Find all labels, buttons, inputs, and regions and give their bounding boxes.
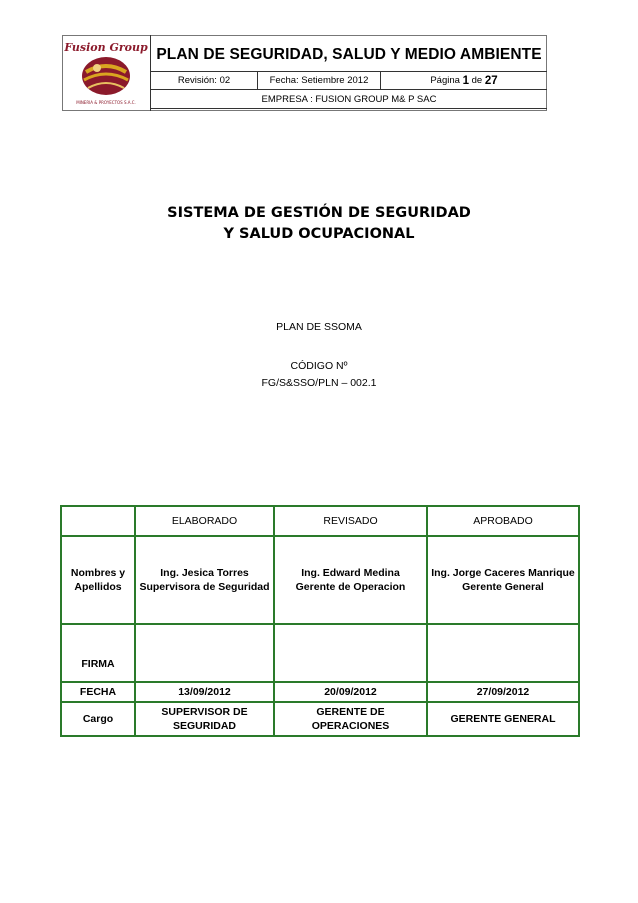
company-line: EMPRESA : FUSION GROUP M& P SAC xyxy=(151,90,547,109)
page-indicator xyxy=(381,72,547,89)
signature-label: FIRMA xyxy=(61,624,135,682)
system-title-line2: Y SALUD OCUPACIONAL xyxy=(223,226,415,242)
svg-text:MINERIA & PROYECTOS S.A.C.: MINERIA & PROYECTOS S.A.C. xyxy=(76,100,136,105)
position-label: Cargo xyxy=(61,702,135,736)
table-header-row xyxy=(61,506,579,536)
plan-name: PLAN DE SSOMA xyxy=(276,321,362,333)
system-title-line1: SISTEMA DE GESTIÓN DE SEGURIDAD xyxy=(167,205,471,221)
date-label: Fecha: Setiembre 2012 xyxy=(269,75,369,86)
svg-text:Fusion Group: Fusion Group xyxy=(64,41,148,54)
header-elaborado: ELABORADO xyxy=(135,506,274,536)
table-row-position xyxy=(61,702,579,736)
revisado-name: Ing. Edward Medina xyxy=(301,567,400,579)
document-code xyxy=(100,358,538,392)
elaborado-person xyxy=(135,536,274,624)
aprobado-role: Gerente General xyxy=(462,581,544,593)
system-title xyxy=(100,203,538,245)
page-number: 1 xyxy=(462,74,469,87)
signature-cell xyxy=(274,624,427,682)
table-row-names xyxy=(61,536,579,624)
revisado-person xyxy=(274,536,427,624)
names-label: Nombres y Apellidos xyxy=(61,536,135,624)
table-row-signature xyxy=(61,624,579,682)
elaborado-name: Ing. Jesica Torres xyxy=(160,567,249,579)
code-label: CÓDIGO Nº xyxy=(290,360,348,372)
table-row-date xyxy=(61,682,579,702)
page-of: de xyxy=(471,75,483,86)
date-revisado: 20/09/2012 xyxy=(274,682,427,702)
elaborado-role: Supervisora de Seguridad xyxy=(139,581,270,593)
header-revisado: REVISADO xyxy=(274,506,427,536)
revisado-role: Gerente de Operacion xyxy=(295,581,406,593)
aprobado-name: Ing. Jorge Caceres Manrique xyxy=(431,567,575,579)
aprobado-person xyxy=(427,536,579,624)
signature-cell xyxy=(135,624,274,682)
date-elaborado: 13/09/2012 xyxy=(135,682,274,702)
position-revisado: GERENTE DE OPERACIONES xyxy=(274,702,427,736)
page-total: 27 xyxy=(484,74,498,87)
position-aprobado: GERENTE GENERAL xyxy=(427,702,579,736)
document-header-title: PLAN DE SEGURIDAD, SALUD Y MEDIO AMBIENTE xyxy=(151,38,547,72)
header-aprobado: APROBADO xyxy=(427,506,579,536)
code-value: FG/S&SSO/PLN – 002.1 xyxy=(261,377,377,389)
date-aprobado: 27/09/2012 xyxy=(427,682,579,702)
company-logo xyxy=(64,38,148,108)
page-label: Página xyxy=(430,75,460,86)
empty-header-cell xyxy=(61,506,135,536)
revision-label: Revisión: 02 xyxy=(177,75,231,86)
position-elaborado: SUPERVISOR DE SEGURIDAD xyxy=(135,702,274,736)
header-meta-row xyxy=(151,72,547,90)
signature-cell xyxy=(427,624,579,682)
approval-table xyxy=(60,505,580,737)
date-row-label: FECHA xyxy=(61,682,135,702)
